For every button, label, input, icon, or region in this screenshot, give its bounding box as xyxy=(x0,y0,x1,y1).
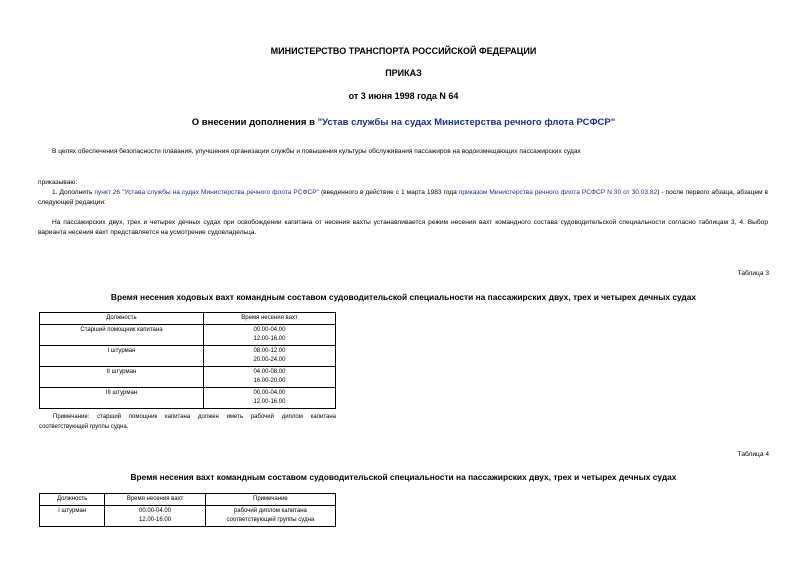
table4-label: Таблица 4 xyxy=(737,451,769,458)
prikaz-link[interactable]: приказом Министерства речного флота РСФСР N 30 от 30.03.82 xyxy=(458,189,658,196)
ustav-link[interactable]: "Устав службы на судах Министерства речного флота РСФСР" xyxy=(317,117,616,128)
table-row xyxy=(40,346,336,367)
cell-position: II штурман xyxy=(40,367,204,388)
preamble-paragraph: В целях обеспечения безопасности плавания, улучшения организации службы и повышения культуры обслуживания пассажиров на водоизмещающих пассажирских судах xyxy=(52,148,581,155)
item1-paragraph xyxy=(38,188,768,208)
watch-time-1: 04.00-08.00 xyxy=(253,369,286,375)
document-title xyxy=(0,117,807,128)
item1-mid: (введенного в действие с 1 марта 1983 года xyxy=(319,189,459,196)
order-heading: ПРИКАЗ xyxy=(385,68,422,78)
header-watch-time: Время несения вахт xyxy=(105,494,205,506)
item1-suffix: ) - после первого абзаца, абзацем в следующей редакции: xyxy=(38,189,768,206)
table3-title: Время несения ходовых вахт командным составом судоводительской специальности на пассажирских двух, трех и четырех дечных судах xyxy=(110,292,697,302)
watch-time-2: 12.00-16.00 xyxy=(253,336,286,342)
cell-watch-time xyxy=(105,506,205,527)
watch-time-2: 12.00-16.00 xyxy=(139,517,172,523)
cell-note xyxy=(205,506,335,527)
cell-watch-time xyxy=(203,367,335,388)
note-line-1: рабочий диплом капитана xyxy=(233,508,307,514)
cell-watch-time xyxy=(203,346,335,367)
watch-time-2: 16.00-20.00 xyxy=(253,378,286,384)
cell-watch-time xyxy=(203,325,335,346)
table3-note: Примечание: старший помощник капитана должен иметь рабочий диплом капитана соответствующей группы судна. xyxy=(39,414,336,430)
cell-position: I штурман xyxy=(40,506,105,527)
cell-position: Старший помощник капитана xyxy=(40,325,204,346)
table-row xyxy=(40,367,336,388)
table-header-row xyxy=(40,494,336,506)
table4-title: Время несения вахт командным составом судоводительской специальности на пассажирских двух, трех и четырех дечных судах xyxy=(130,472,677,482)
punkt26-link[interactable]: пункт 26 "Устава службы на судах Министерства речного флота РСФСР" xyxy=(94,189,320,196)
item1-text-paragraph: На пассажирских двух, трех и четырех дечных судах при освобождении капитана от несения вахты устанавливается режим несения вахт командного состава судоводительской специальности согласно таблицам 3, 4. Выбор варианта несения вахт представляется на усмотрение судовладельца. xyxy=(38,219,768,236)
watch-time-1: 00.00-04.00 xyxy=(253,390,286,396)
header-position: Должность xyxy=(40,313,204,325)
table-header-row xyxy=(40,313,336,325)
header-watch-time: Время несения вахт xyxy=(203,313,335,325)
watch-time-1: 00.00-04.00 xyxy=(253,327,286,333)
item1-prefix: 1. Дополнить xyxy=(52,189,95,196)
table-row xyxy=(40,325,336,346)
table-row xyxy=(40,506,336,527)
cell-watch-time xyxy=(203,388,335,409)
order-word: приказываю: xyxy=(38,179,78,186)
title-prefix: О внесении дополнения в xyxy=(191,117,318,128)
header-note: Примечание xyxy=(205,494,335,506)
cell-position: I штурман xyxy=(40,346,204,367)
ministry-heading: МИНИСТЕРСТВО ТРАНСПОРТА РОССИЙСКОЙ ФЕДЕРАЦИИ xyxy=(270,46,537,56)
table4 xyxy=(39,493,336,527)
table3 xyxy=(39,312,336,409)
order-date: от 3 июня 1998 года N 64 xyxy=(348,91,459,101)
cell-position: III штурман xyxy=(40,388,204,409)
watch-time-2: 20.00-24.00 xyxy=(253,357,286,363)
table-row xyxy=(40,388,336,409)
watch-time-2: 12.00-16.00 xyxy=(253,399,286,405)
header-position: Должность xyxy=(40,494,105,506)
watch-time-1: 08.00-12.00 xyxy=(253,348,286,354)
note-line-2: соответствующей группы судна xyxy=(226,517,315,523)
watch-time-1: 00.00-04.00 xyxy=(139,508,172,514)
table3-label: Таблица 3 xyxy=(737,270,769,277)
